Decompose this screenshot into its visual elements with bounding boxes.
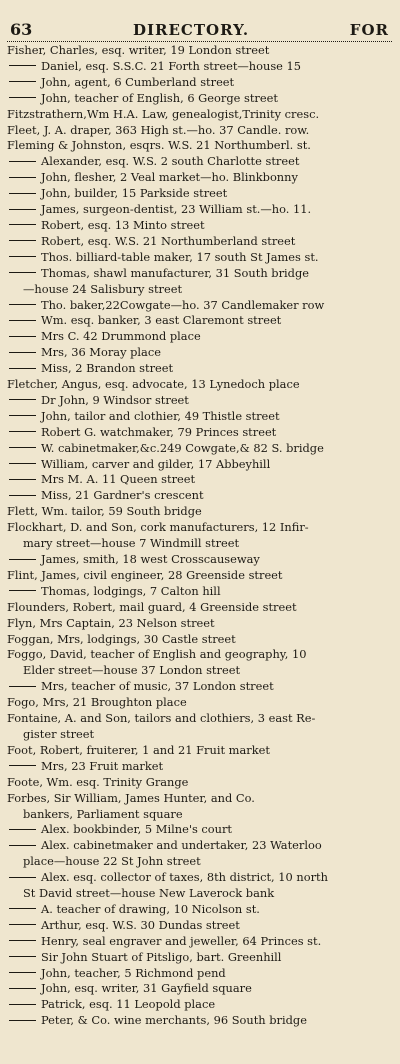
entry-text: Peter, & Co. wine merchants, 96 South bridge: [41, 1013, 307, 1028]
entry-text: Mrs, 36 Moray place: [41, 345, 161, 360]
directory-subentry: [7, 250, 392, 266]
directory-subentry: [7, 329, 392, 345]
entry-text: Robert, esq. 13 Minto street: [41, 217, 205, 232]
ditto-dash: [9, 972, 36, 973]
entry-text: Patrick, esq. 11 Leopold place: [41, 997, 216, 1012]
directory-entry: [7, 504, 392, 520]
directory-subentry: [7, 472, 392, 488]
directory-subentry: [7, 902, 392, 918]
directory-entry-continuation: [7, 854, 392, 870]
directory-subentry: [7, 966, 392, 982]
entry-text: Sir John Stuart of Pitsligo, bart. Greenhill: [41, 949, 282, 964]
entry-text: James, smith, 18 west Crosscauseway: [41, 552, 260, 566]
entry-text: Tho. baker,22Cowgate—ho. 37 Candlemaker row: [41, 297, 325, 312]
directory-subentry: [7, 997, 392, 1013]
directory-subentry: [7, 584, 392, 600]
header-rule: [7, 41, 392, 42]
ditto-dash: [9, 765, 36, 766]
entry-text: Alex. bookbinder, 5 Milne's court: [41, 822, 233, 837]
ditto-dash: [9, 845, 36, 846]
entry-text: John, teacher, 5 Richmond pend: [41, 965, 226, 980]
entry-text: Robert G. watchmaker, 79 Princes street: [41, 424, 277, 439]
ditto-dash: [9, 559, 36, 560]
entry-text: Elder street—house 37 London street: [23, 663, 241, 678]
entry-text: W. cabinetmaker,&c.249 Cowgate,& 82 S. bridge: [41, 440, 324, 455]
ditto-dash: [9, 65, 36, 66]
directory-subentry: [7, 425, 392, 441]
entry-text: Fisher, Charles, esq. writer, 19 London street: [7, 43, 270, 57]
entry-text: Mrs, teacher of music, 37 London street: [41, 679, 274, 694]
ditto-dash: [9, 590, 36, 591]
directory-entry-continuation: [7, 663, 392, 679]
directory-subentry: [7, 154, 392, 170]
ditto-dash: [9, 479, 36, 480]
ditto-dash: [9, 956, 36, 957]
entry-text: Daniel, esq. S.S.C. 21 Forth street—house 15: [41, 58, 302, 73]
directory-entry: [7, 791, 392, 807]
directory-subentry: [7, 838, 392, 854]
section-catchword: FOR: [349, 21, 389, 39]
directory-entry: [7, 43, 392, 59]
entry-text: A. teacher of drawing, 10 Nicolson st.: [41, 901, 260, 916]
entry-text: Mrs C. 42 Drummond place: [41, 329, 201, 344]
entry-text: Flyn, Mrs Captain, 23 Nelson street: [7, 615, 215, 630]
directory-entry: [7, 632, 392, 648]
ditto-dash: [9, 336, 36, 337]
entry-text: Robert, esq. W.S. 21 Northumberland street: [41, 233, 296, 248]
entry-text: John, flesher, 2 Veal market—ho. Blinkbonny: [41, 170, 298, 185]
directory-subentry: [7, 59, 392, 75]
entry-text: Alex. esq. collector of taxes, 8th district, 10 north: [41, 870, 328, 885]
ditto-dash: [9, 209, 36, 210]
directory-subentry: [7, 75, 392, 91]
directory-subentry: [7, 186, 392, 202]
directory-entry: [7, 107, 392, 123]
ditto-dash: [9, 193, 36, 194]
entry-text: Arthur, esq. W.S. 30 Dundas street: [41, 917, 240, 932]
ditto-dash: [9, 399, 36, 400]
ditto-dash: [9, 829, 36, 830]
entry-text: John, esq. writer, 31 Gayfield square: [41, 981, 252, 996]
directory-entry: [7, 711, 392, 727]
directory-entry: [7, 600, 392, 616]
directory-subentry: [7, 393, 392, 409]
directory-subentry: [7, 457, 392, 473]
entry-text: William, carver and gilder, 17 Abbeyhill: [41, 456, 271, 471]
entry-text: Foot, Robert, fruiterer, 1 and 21 Fruit market: [7, 742, 270, 757]
entry-text: bankers, Parliament square: [23, 806, 183, 821]
directory-entry-continuation: [7, 886, 392, 902]
directory-entry: [7, 616, 392, 632]
entry-text: Thos. billiard-table maker, 17 south St James st.: [41, 249, 319, 264]
directory-subentry: [7, 361, 392, 377]
entry-text: Mrs M. A. 11 Queen street: [41, 472, 196, 487]
page-number: 63: [10, 20, 33, 39]
directory-entry: [7, 123, 392, 139]
directory-subentry: [7, 202, 392, 218]
directory-subentry: [7, 934, 392, 950]
directory-subentry: [7, 488, 392, 504]
ditto-dash: [9, 352, 36, 353]
ditto-dash: [9, 81, 36, 82]
entry-text: Foote, Wm. esq. Trinity Grange: [7, 774, 189, 789]
entry-text: Alex. cabinetmaker and undertaker, 23 Waterloo: [41, 838, 322, 853]
directory-subentry: [7, 91, 392, 107]
entry-text: Fletcher, Angus, esq. advocate, 13 Lynedoch place: [7, 377, 300, 392]
entry-text: mary street—house 7 Windmill street: [23, 536, 240, 551]
entry-text: Fleet, J. A. draper, 363 High st.—ho. 37 Candle. row.: [7, 122, 310, 137]
entry-text: Flint, James, civil engineer, 28 Greenside street: [7, 567, 283, 582]
entry-text: Flockhart, D. and Son, cork manufacturers, 12 Infir-: [7, 520, 309, 535]
ditto-dash: [9, 908, 36, 909]
ditto-dash: [9, 940, 36, 941]
ditto-dash: [9, 177, 36, 178]
directory-entry-continuation: [7, 282, 392, 298]
directory-subentry: [7, 218, 392, 234]
ditto-dash: [9, 447, 36, 448]
entry-text: Mrs, 23 Fruit market: [41, 758, 164, 773]
directory-entry-continuation: [7, 536, 392, 552]
entry-text: St David street—house New Laverock bank: [23, 886, 275, 901]
entry-text: Dr John, 9 Windsor street: [41, 392, 189, 407]
directory-subentry: [7, 950, 392, 966]
ditto-dash: [9, 877, 36, 878]
ditto-dash: [9, 320, 36, 321]
page-header: [7, 20, 392, 40]
entry-text: place—house 22 St John street: [23, 854, 201, 869]
running-title: DIRECTORY.: [132, 21, 250, 39]
ditto-dash: [9, 368, 36, 369]
directory-subentry: [7, 759, 392, 775]
directory-subentry: [7, 266, 392, 282]
directory-entry: [7, 377, 392, 393]
entry-text: Wm. esq. banker, 3 east Claremont street: [41, 313, 282, 328]
directory-subentry: [7, 441, 392, 457]
ditto-dash: [9, 304, 36, 305]
entry-text: Foggo, David, teacher of English and geography, 10: [7, 647, 307, 662]
directory-entries: [7, 43, 392, 1029]
ditto-dash: [9, 1020, 36, 1021]
entry-text: John, teacher of English, 6 George street: [41, 90, 278, 105]
entry-text: Flett, Wm. tailor, 59 South bridge: [7, 504, 202, 519]
ditto-dash: [9, 988, 36, 989]
directory-subentry: [7, 679, 392, 695]
ditto-dash: [9, 272, 36, 273]
ditto-dash: [9, 463, 36, 464]
directory-subentry: [7, 822, 392, 838]
entry-text: John, builder, 15 Parkside street: [41, 186, 228, 201]
entry-text: Alexander, esq. W.S. 2 south Charlotte street: [41, 154, 300, 169]
entry-text: Fitzstrathern,Wm H.A. Law, genealogist,Trinity cresc.: [7, 106, 320, 121]
directory-entry-continuation: [7, 807, 392, 823]
ditto-dash: [9, 256, 36, 257]
directory-subentry: [7, 170, 392, 186]
entry-text: James, surgeon-dentist, 23 William st.—ho. 11.: [41, 202, 312, 217]
entry-text: Fleming & Johnston, esqrs. W.S. 21 Northumberl. st.: [7, 138, 311, 153]
directory-entry: [7, 138, 392, 154]
directory-entry: [7, 520, 392, 536]
entry-text: John, agent, 6 Cumberland street: [41, 74, 235, 89]
ditto-dash: [9, 431, 36, 432]
directory-subentry: [7, 1013, 392, 1029]
directory-subentry: [7, 298, 392, 314]
ditto-dash: [9, 240, 36, 241]
directory-subentry: [7, 870, 392, 886]
directory-subentry: [7, 981, 392, 997]
directory-entry: [7, 647, 392, 663]
entry-text: Fogo, Mrs, 21 Broughton place: [7, 695, 187, 710]
ditto-dash: [9, 686, 36, 687]
directory-subentry: [7, 409, 392, 425]
ditto-dash: [9, 97, 36, 98]
entry-text: John, tailor and clothier, 49 Thistle street: [41, 408, 280, 423]
entry-text: Henry, seal engraver and jeweller, 64 Princes st.: [41, 933, 322, 948]
entry-text: gister street: [23, 726, 95, 741]
directory-entry: [7, 775, 392, 791]
ditto-dash: [9, 161, 36, 162]
ditto-dash: [9, 495, 36, 496]
ditto-dash: [9, 924, 36, 925]
entry-text: Miss, 21 Gardner's crescent: [41, 488, 204, 503]
directory-entry-continuation: [7, 727, 392, 743]
directory-entry: [7, 695, 392, 711]
directory-subentry: [7, 918, 392, 934]
entry-text: —house 24 Salisbury street: [23, 281, 183, 296]
entry-text: Forbes, Sir William, James Hunter, and Co.: [7, 790, 255, 805]
ditto-dash: [9, 1004, 36, 1005]
ditto-dash: [9, 415, 36, 416]
directory-subentry: [7, 345, 392, 361]
entry-text: Miss, 2 Brandon street: [41, 361, 174, 376]
entry-text: Thomas, shawl manufacturer, 31 South bridge: [41, 265, 309, 280]
ditto-dash: [9, 224, 36, 225]
directory-subentry: [7, 234, 392, 250]
entry-text: Foggan, Mrs, lodgings, 30 Castle street: [7, 631, 236, 646]
directory-entry: [7, 568, 392, 584]
directory-entry: [7, 743, 392, 759]
entry-text: Flounders, Robert, mail guard, 4 Greenside street: [7, 599, 297, 614]
entry-text: Thomas, lodgings, 7 Calton hill: [41, 583, 221, 598]
directory-subentry: [7, 313, 392, 329]
entry-text: Fontaine, A. and Son, tailors and clothiers, 3 east Re-: [7, 711, 316, 726]
directory-subentry: [7, 552, 392, 568]
